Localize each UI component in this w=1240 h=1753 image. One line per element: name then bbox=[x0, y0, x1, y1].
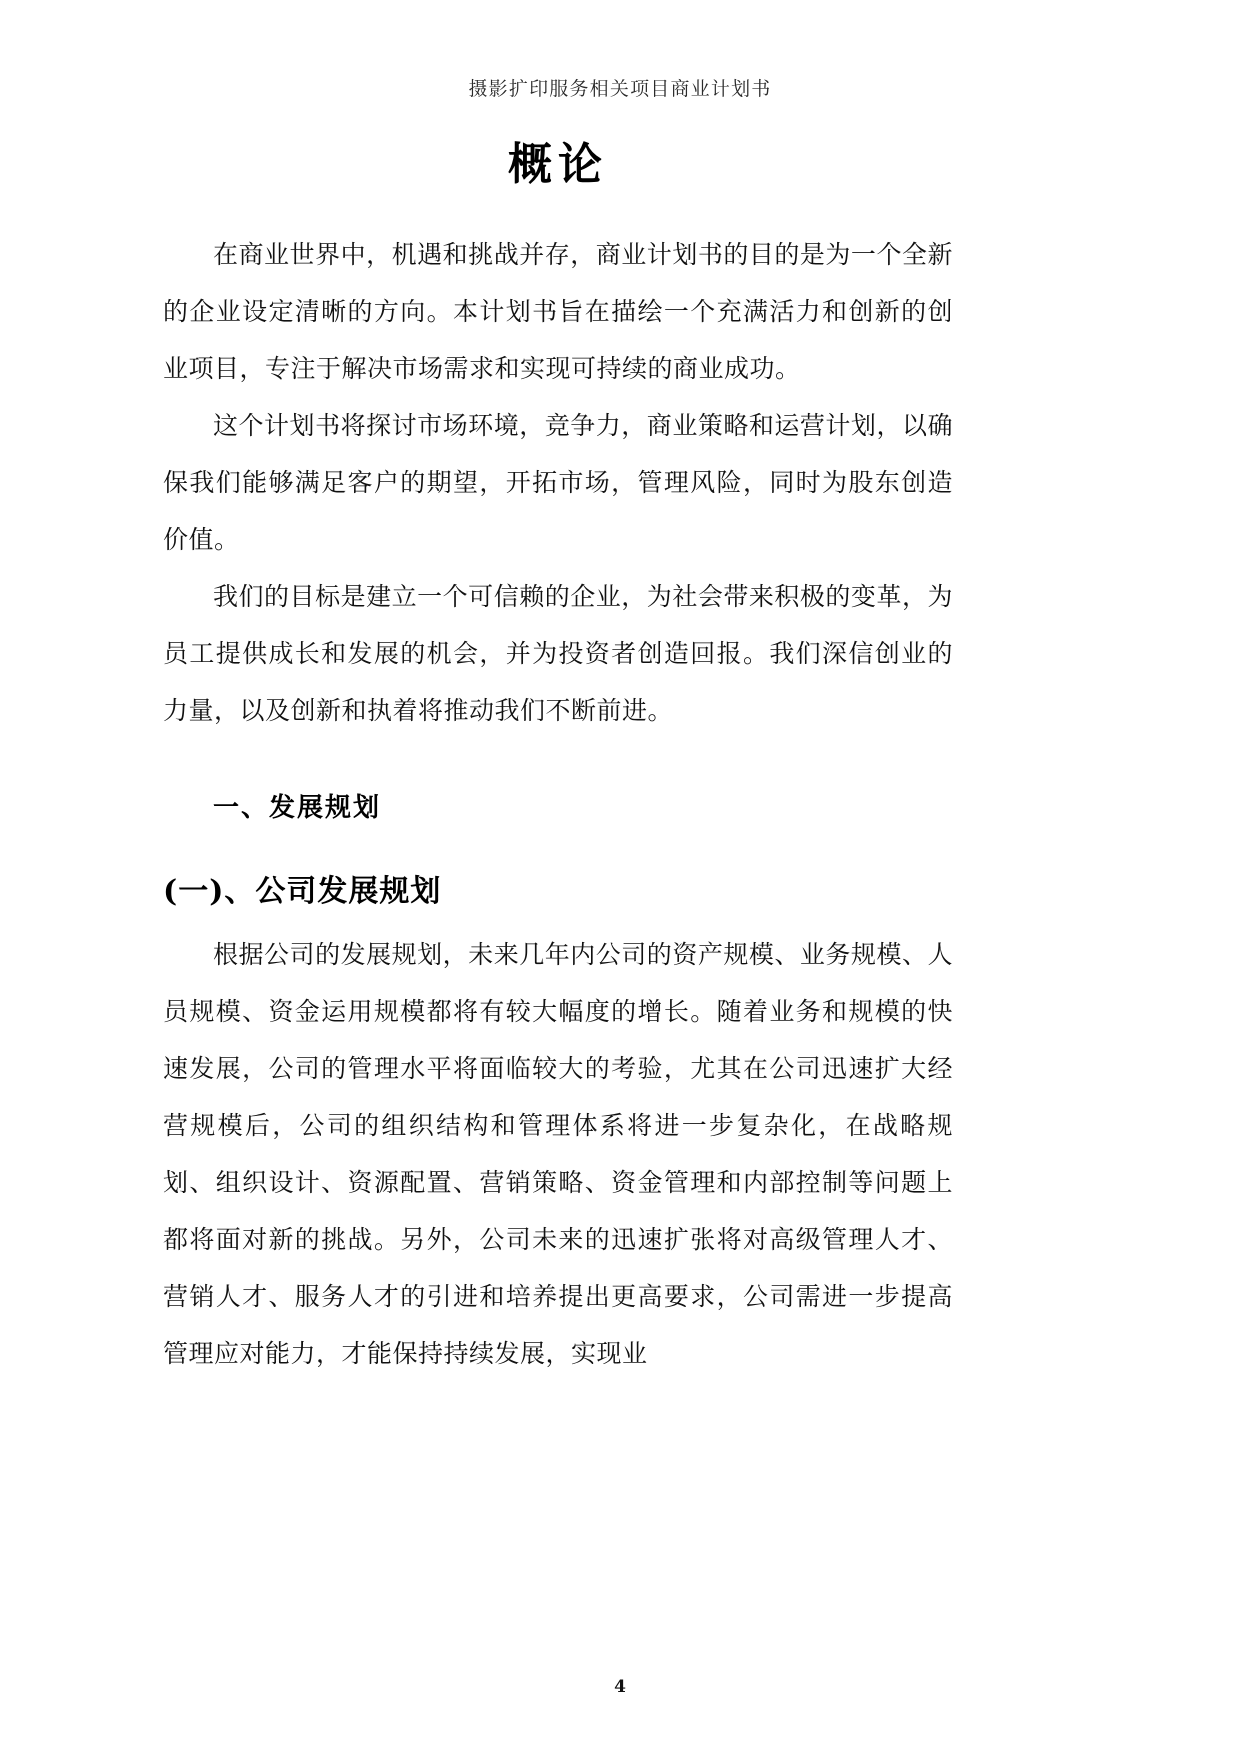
intro-paragraph-2: 这个计划书将探讨市场环境，竞争力，商业策略和运营计划，以确保我们能够满足客户的期望，开拓市场，管理风险，同时为股东创造价值。 bbox=[163, 411, 953, 554]
running-header: 摄影扩印服务相关项目商业计划书 bbox=[468, 78, 772, 100]
page-number-footer: 4 bbox=[614, 1677, 626, 1697]
development-plan-paragraph: 根据公司的发展规划，未来几年内公司的资产规模、业务规模、人员规模、资金运用规模都将有较大幅度的增长。随着业务和规模的快速发展，公司的管理水平将面临较大的考验，尤其在公司迅速扩大经营规模后，公司的组织结构和管理体系将进一步复杂化，在战略规划、组织设计、资源配置、营销策略、资金管理和内部控制等问题上都将面对新的挑战。另外，公司未来的迅速扩张将对高级管理人才、营销人才、服务人才的引进和培养提出更高要求，公司需进一步提高管理应对能力，才能保持持续发展，实现业 bbox=[163, 940, 953, 1368]
spacer bbox=[163, 910, 953, 926]
subsection-heading-company-development-plan: (一)、公司发展规划 bbox=[163, 874, 442, 909]
section-heading-development-plan: 一、发展规划 bbox=[213, 793, 382, 823]
intro-paragraph-1: 在商业世界中，机遇和挑战并存，商业计划书的目的是为一个全新的企业设定清晰的方向。本计划书旨在描绘一个充满活力和创新的创业项目，专注于解决市场需求和实现可持续的商业成功。 bbox=[163, 240, 953, 383]
intro-paragraph-3: 我们的目标是建立一个可信赖的企业，为社会带来积极的变革，为员工提供成长和发展的机会，并为投资者创造回报。我们深信创业的力量，以及创新和执着将推动我们不断前进。 bbox=[163, 582, 953, 725]
page-content bbox=[163, 128, 953, 1382]
page-title: 概论 bbox=[508, 139, 608, 190]
